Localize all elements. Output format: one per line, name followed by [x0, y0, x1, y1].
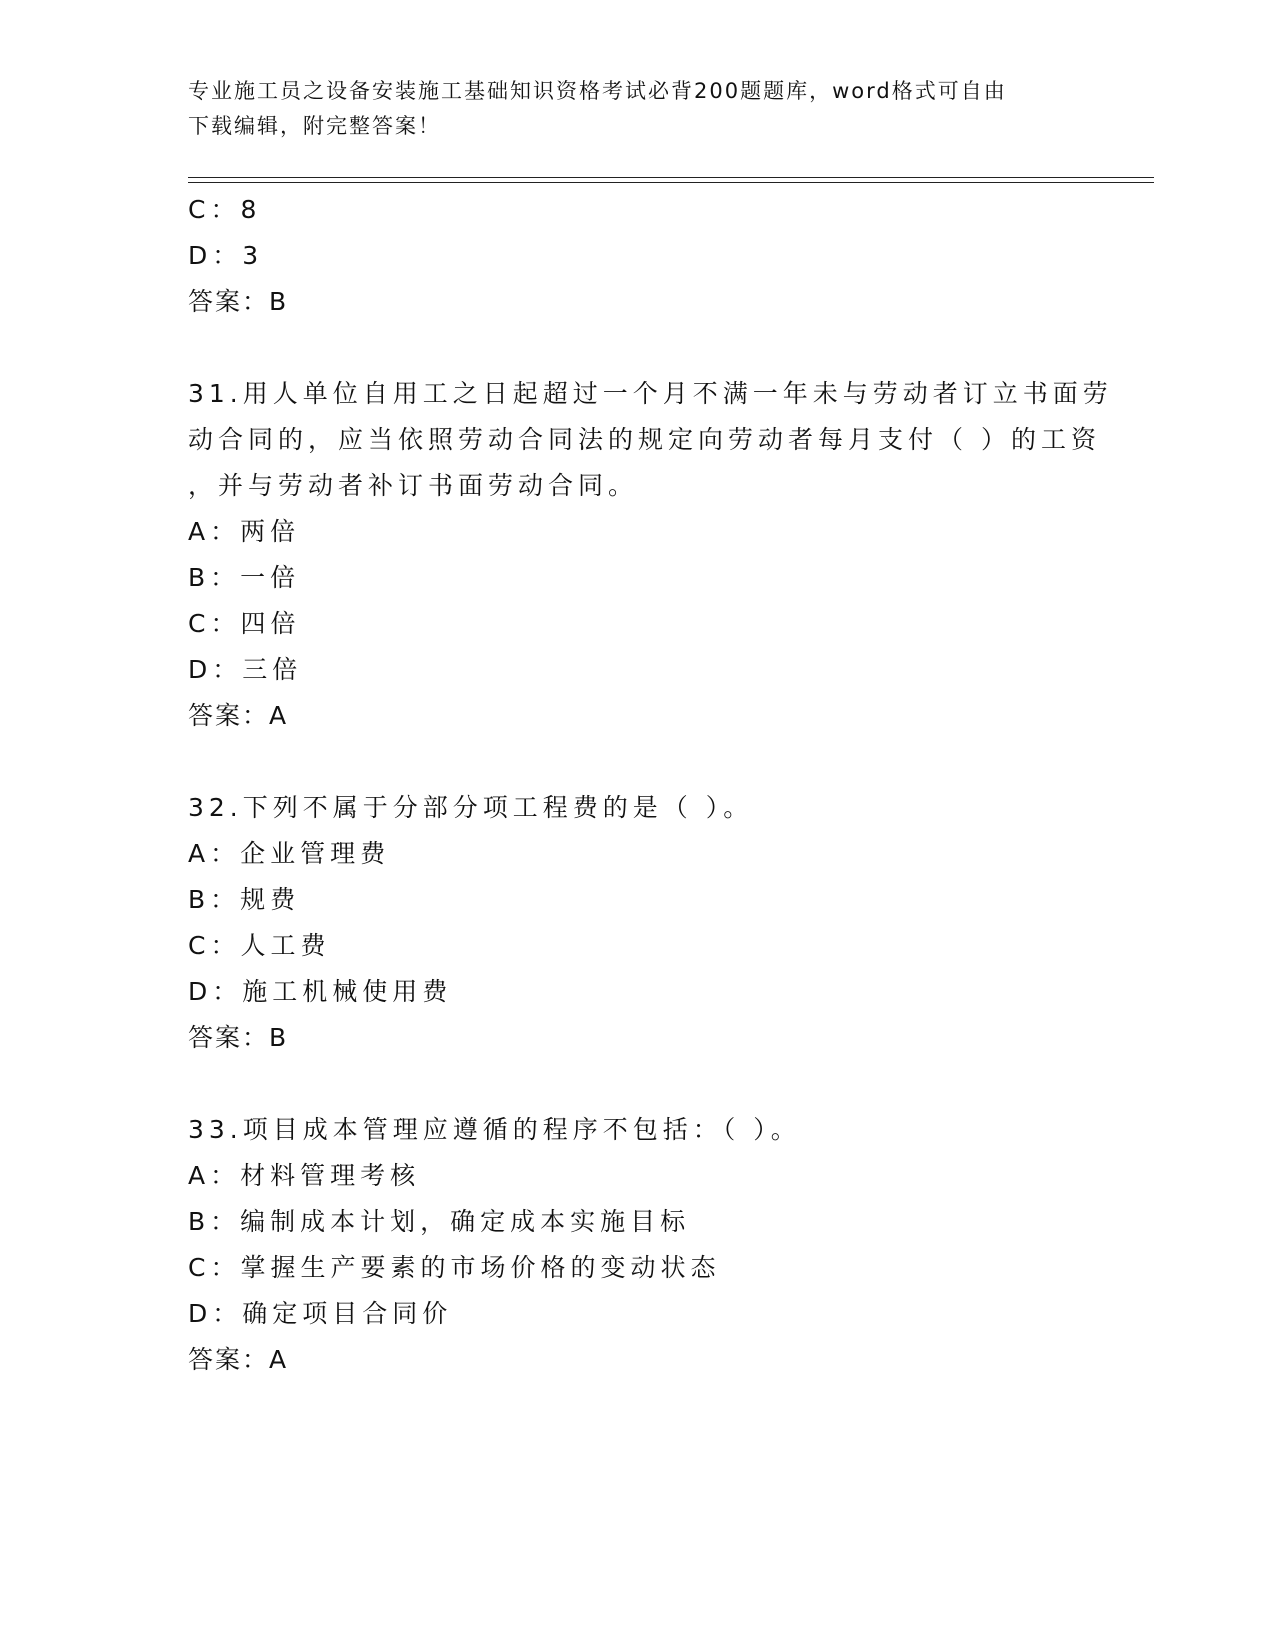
question-stem: 31.用人单位自用工之日起超过一个月不满一年未与劳动者订立书面劳	[188, 379, 1113, 408]
option-d: D：三倍	[188, 655, 303, 684]
option-a: A：两倍	[188, 517, 301, 546]
question-stem: 动合同的，应当依照劳动合同法的规定向劳动者每月支付（ ）的工资	[188, 425, 1101, 454]
answer-line: 答案：B	[188, 287, 289, 316]
header-divider	[188, 177, 1154, 178]
answer-line: 答案：A	[188, 701, 289, 730]
question-33	[188, 1107, 1088, 1383]
option-b: B：规费	[188, 885, 301, 914]
question-stem: ，并与劳动者补订书面劳动合同。	[188, 471, 639, 500]
option-a: A：企业管理费	[188, 839, 391, 868]
question-stem: 32.下列不属于分部分项工程费的是（ ）。	[188, 793, 754, 822]
option-a: A：材料管理考核	[188, 1161, 421, 1190]
option-c: C：掌握生产要素的市场价格的变动状态	[188, 1253, 721, 1282]
answer-line: 答案：A	[188, 1345, 289, 1374]
question-content	[188, 187, 1113, 1383]
question-32	[188, 785, 1088, 1061]
option-d: D：施工机械使用费	[188, 977, 453, 1006]
option-c: C：四倍	[188, 609, 301, 638]
header-divider-double	[188, 182, 1154, 183]
option-b: B：编制成本计划，确定成本实施目标	[188, 1207, 691, 1236]
header-line-2: 下载编辑，附完整答案！	[188, 114, 441, 138]
header-line-1: 专业施工员之设备安装施工基础知识资格考试必背200题题库，word格式可自由	[188, 79, 1007, 103]
question-31	[188, 371, 1113, 739]
option-b: B：一倍	[188, 563, 301, 592]
option-c: C：人工费	[188, 931, 331, 960]
answer-line: 答案：B	[188, 1023, 289, 1052]
question-stem: 33.项目成本管理应遵循的程序不包括：（ ）。	[188, 1115, 801, 1144]
option-d: D：确定项目合同价	[188, 1299, 453, 1328]
option-d: D：3	[188, 241, 264, 270]
option-c: C：8	[188, 195, 262, 224]
page-header	[188, 74, 1088, 144]
